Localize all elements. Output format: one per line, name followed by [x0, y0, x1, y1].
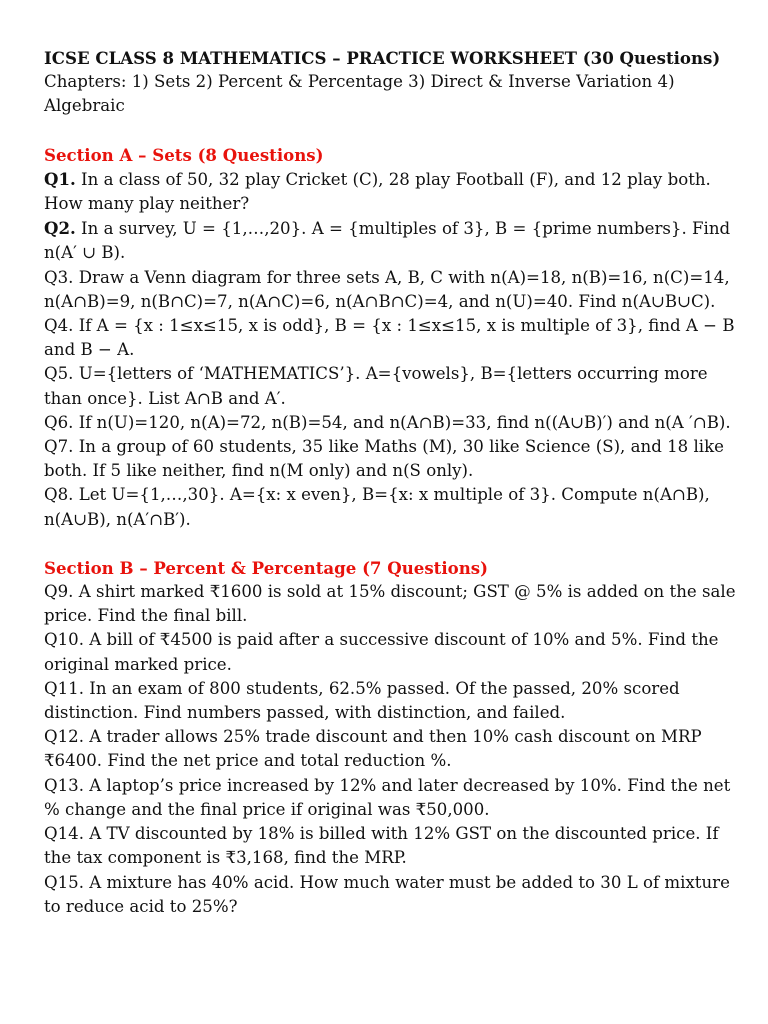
question-text: A laptop’s price increased by 12% and later decreased by 10%. Find the net % change and the final price if original was ₹50,000.: [44, 775, 731, 819]
question-text: Let U={1,…,30}. A={x: x even}, B={x: x multiple of 3}. Compute n(A∩B), n(A∪B), n(A′∩B′).: [44, 485, 710, 529]
question-item: [44, 362, 740, 410]
question-list-sets: [44, 167, 740, 532]
section-heading-sets: Section A – Sets (8 Questions): [44, 144, 324, 165]
question-text: A shirt marked ₹1600 is sold at 15% discount; GST @ 5% is added on the sale price. Find the final bill.: [44, 582, 736, 626]
question-item: [44, 167, 740, 216]
question-number: Q6.: [44, 412, 74, 432]
question-text: In an exam of 800 students, 62.5% passed. Of the passed, 20% scored distinction. Find numbers passed, with distinction, and failed.: [44, 678, 680, 723]
question-item: [44, 871, 740, 919]
question-number: Q4.: [44, 316, 74, 336]
question-item: [44, 774, 740, 822]
question-text: U={letters of ‘MATHEMATICS’}. A={vowels}, B={letters occurring more than once}. List A∩B and A′.: [44, 364, 708, 408]
question-item: [44, 411, 740, 435]
question-item: [44, 216, 740, 265]
question-item: [44, 266, 740, 314]
question-text: A mixture has 40% acid. How much water must be added to 30 L of mixture to reduce acid to 25%?: [44, 872, 730, 916]
question-text: A TV discounted by 18% is billed with 12% GST on the discounted price. If the tax component is ₹3,168, find the MRP.: [44, 824, 719, 868]
question-text: If A = {x : 1≤x≤15, x is odd}, B = {x : 1≤x≤15, x is multiple of 3}, find A − B and B − A.: [44, 316, 735, 360]
section-b: [44, 556, 740, 919]
section-heading-percent: Section B – Percent & Percentage (7 Questions): [44, 557, 488, 578]
question-item: [44, 822, 740, 870]
question-number: Q5.: [44, 364, 74, 384]
question-number: Q13.: [44, 775, 84, 795]
question-number: Q11.: [44, 678, 84, 698]
question-text: If n(U)=120, n(A)=72, n(B)=54, and n(A∩B)=33, find n((A∪B)′) and n(A ′∩B).: [73, 412, 731, 432]
question-text: In a survey, U = {1,…,20}. A = {multiples of 3}, B = {prime numbers}. Find n(A′ ∪ B).: [44, 219, 731, 263]
question-number: Q10.: [44, 630, 84, 650]
question-number: Q3.: [44, 267, 74, 287]
question-number: Q14.: [44, 824, 84, 844]
question-number: Q7.: [44, 437, 74, 457]
question-item: [44, 580, 740, 628]
chapters-line: Chapters: 1) Sets 2) Percent & Percentage 3) Direct & Inverse Variation 4) Algebraic: [44, 72, 675, 116]
question-list-percent: [44, 580, 740, 919]
question-item: [44, 435, 740, 483]
question-number: Q2.: [44, 218, 76, 239]
question-text: A trader allows 25% trade discount and then 10% cash discount on MRP ₹6400. Find the net price and total reduction %.: [44, 727, 702, 771]
question-item: [44, 628, 740, 676]
question-text: In a group of 60 students, 35 like Maths (M), 30 like Science (S), and 18 like both. If 5 like neither, find n(M only) and n(S only).: [44, 437, 724, 481]
spacer: [44, 119, 740, 143]
worksheet-title: ICSE CLASS 8 MATHEMATICS – PRACTICE WORKSHEET (30 Questions): [44, 48, 721, 68]
question-item: [44, 483, 740, 531]
question-item: [44, 677, 740, 725]
worksheet-page: [44, 46, 740, 919]
question-number: Q9.: [44, 582, 74, 602]
question-text: Draw a Venn diagram for three sets A, B, C with n(A)=18, n(B)=16, n(C)=14, n(A∩B)=9, n(B∩C)=7, n(A∩C)=6, n(A∩B∩C)=4, and n(U)=40. Find n(A∪B∪C).: [44, 267, 730, 311]
question-item: [44, 314, 740, 362]
question-number: Q1.: [44, 168, 76, 189]
question-item: [44, 725, 740, 773]
question-text: In a class of 50, 32 play Cricket (C), 28 play Football (F), and 12 play both. How many play neither?: [44, 169, 711, 214]
question-number: Q12.: [44, 727, 84, 747]
question-text: A bill of ₹4500 is paid after a successive discount of 10% and 5%. Find the original marked price.: [44, 630, 719, 674]
question-number: Q8.: [44, 485, 74, 505]
question-number: Q15.: [44, 872, 84, 892]
section-a: [44, 143, 740, 532]
spacer: [44, 532, 740, 556]
